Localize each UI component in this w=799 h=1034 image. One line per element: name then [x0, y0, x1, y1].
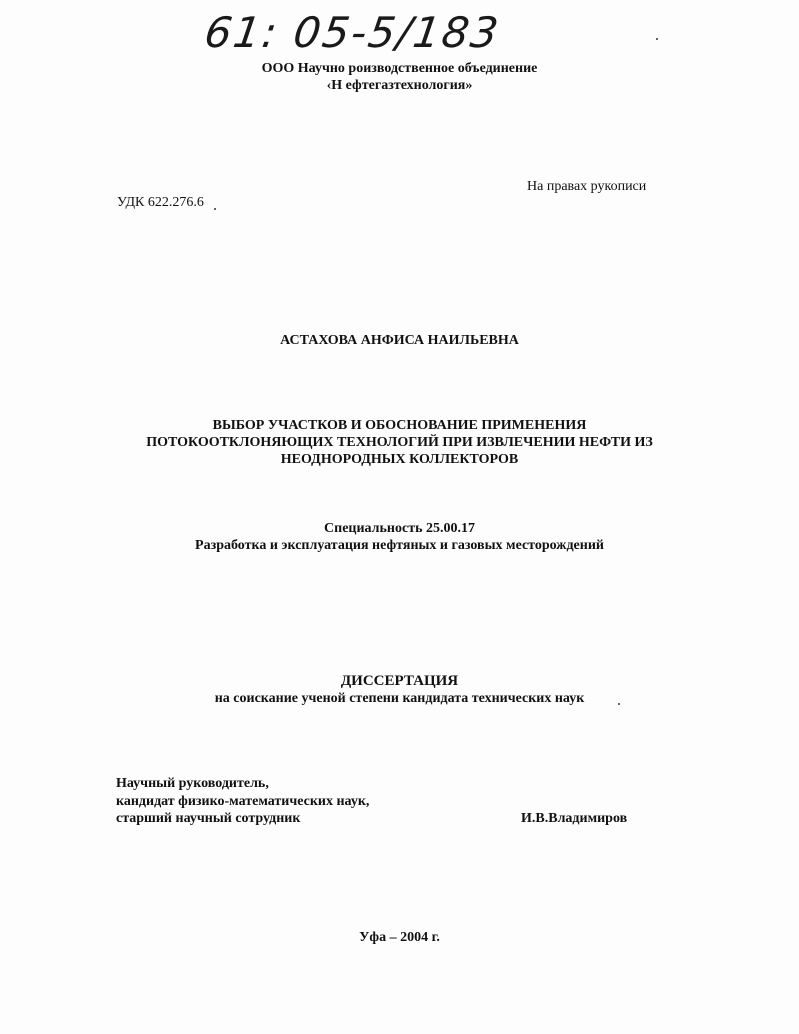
specialty-code: Специальность 25.00.17: [324, 521, 475, 536]
handwritten-archive-number: 61: 05-5/183: [201, 8, 504, 57]
supervisor-role: Научный руководитель,: [116, 776, 269, 791]
scan-speck: [656, 38, 658, 40]
supervisor-position: старший научный сотрудник: [116, 811, 301, 826]
author-name: АСТАХОВА АНФИСА НАИЛЬЕВНА: [280, 333, 519, 348]
place-and-year: Уфа – 2004 г.: [359, 930, 440, 945]
organization-name-line2: ‹Н ефтегазтехнология»: [326, 78, 473, 93]
specialty-name: Разработка и эксплуатация нефтяных и газовых месторождений: [195, 538, 604, 553]
supervisor-name: И.В.Владимиров: [521, 811, 628, 826]
udk-code: УДК 622.276.6: [117, 195, 204, 210]
organization-name-line1: ООО Научно роизводственное объединение: [261, 61, 538, 76]
thesis-title-line: ВЫБОР УЧАСТКОВ И ОБОСНОВАНИЕ ПРИМЕНЕНИЯ: [212, 418, 587, 433]
supervisor-degree: кандидат физико-математических наук,: [116, 794, 370, 809]
dissertation-heading: ДИССЕРТАЦИЯ: [340, 673, 459, 689]
thesis-title-line: НЕОДНОРОДНЫХ КОЛЛЕКТОРОВ: [280, 452, 519, 467]
scan-speck: [214, 208, 216, 210]
dissertation-degree: на соискание ученой степени кандидата технических наук: [214, 691, 585, 706]
thesis-title-line: ПОТОКООТКЛОНЯЮЩИХ ТЕХНОЛОГИЙ ПРИ ИЗВЛЕЧЕНИИ НЕФТИ ИЗ: [146, 435, 653, 450]
manuscript-rights-note: На правах рукописи: [527, 179, 647, 194]
scan-speck: [618, 703, 620, 705]
